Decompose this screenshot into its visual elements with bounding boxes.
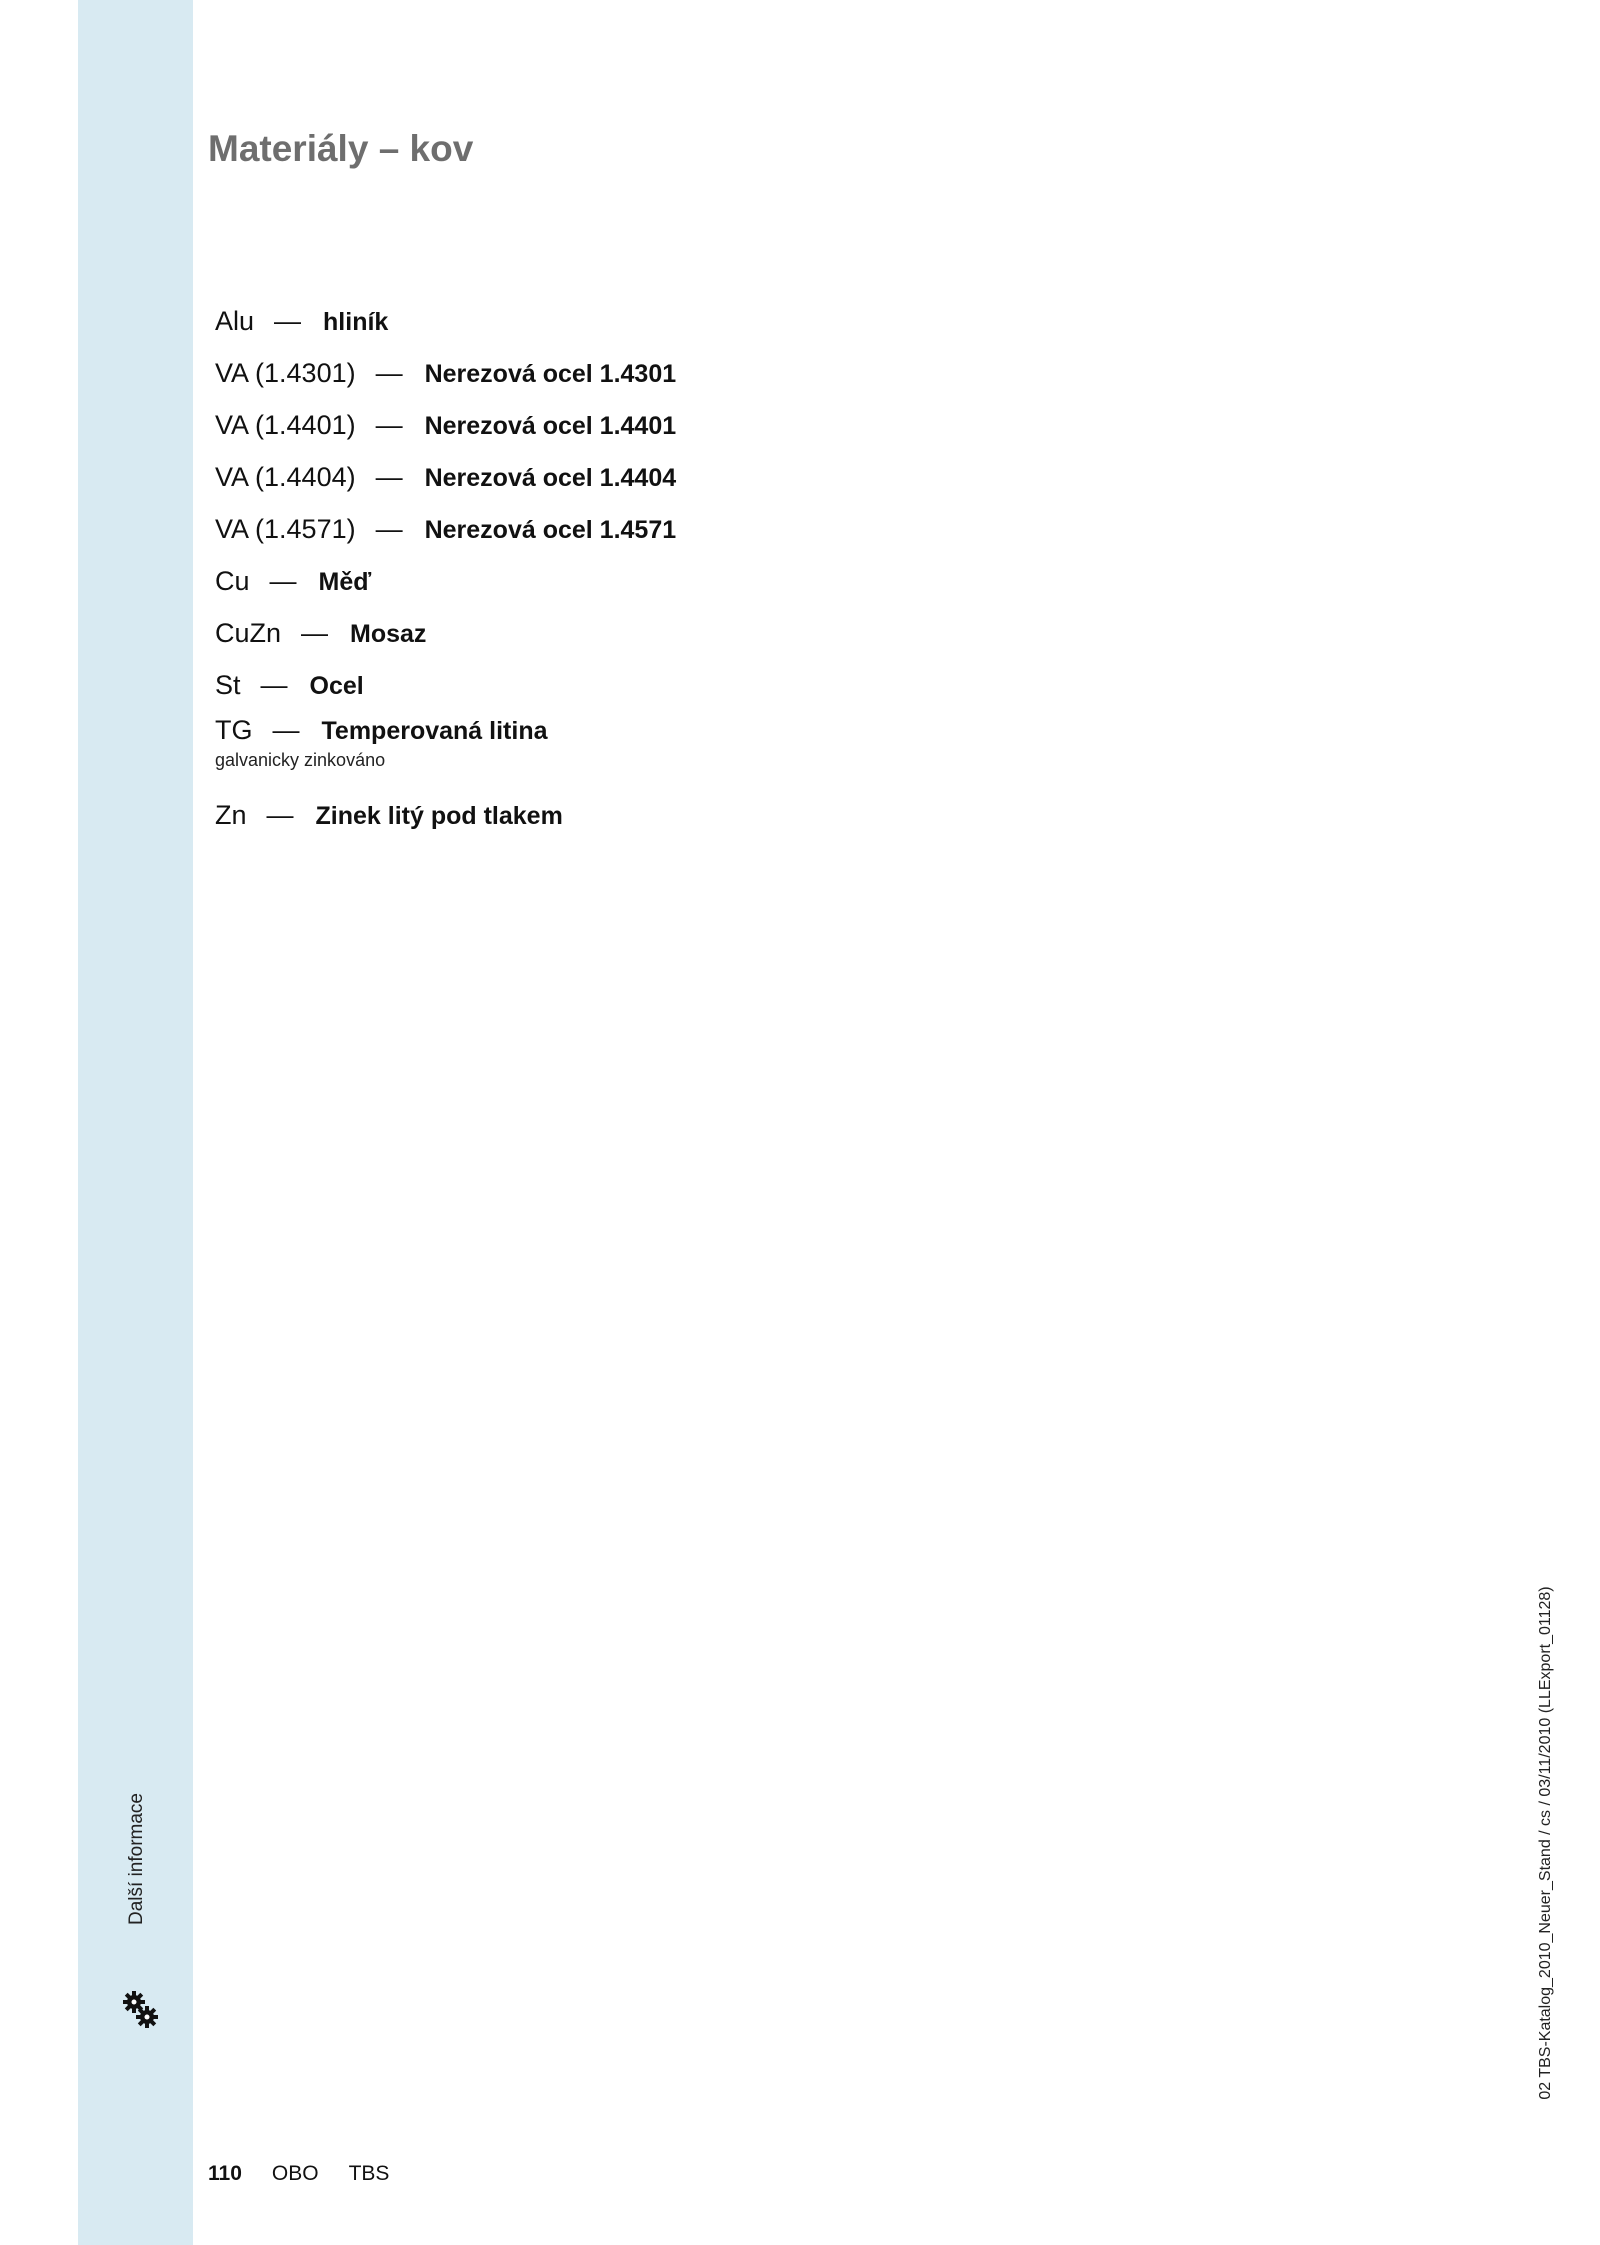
catalog-name: TBS	[348, 2162, 390, 2185]
material-description: Zinek litý pod tlakem	[315, 802, 563, 830]
dash-separator: —	[301, 618, 329, 648]
material-description: Mosaz	[350, 620, 427, 648]
page-title: Materiály – kov	[208, 128, 474, 169]
material-description: Měď	[318, 568, 372, 596]
material-row-cu	[215, 555, 1015, 607]
dash-separator: —	[266, 800, 294, 830]
material-row-cuzn	[215, 607, 1015, 659]
material-code: VA (1.4301)	[215, 358, 356, 388]
dash-separator: —	[269, 566, 297, 596]
material-code: CuZn	[215, 618, 282, 648]
page-footer	[208, 2162, 389, 2186]
dash-separator: —	[375, 462, 403, 492]
catalog-export-note: 02 TBS-Katalog_2010_Neuer_Stand / cs / 03/11/2010 (LLExport_01128)	[1537, 1586, 1554, 2100]
material-description: hliník	[323, 308, 389, 336]
material-row-va-4401	[215, 399, 1015, 451]
material-row-va-4301	[215, 347, 1015, 399]
dash-separator: —	[375, 358, 403, 388]
material-code: TG	[215, 715, 253, 745]
material-code: VA (1.4404)	[215, 462, 356, 492]
material-description: Nerezová ocel 1.4301	[424, 360, 677, 388]
material-code: Cu	[215, 566, 250, 596]
material-row-alu	[215, 295, 1015, 347]
material-description: Ocel	[309, 672, 364, 700]
material-row-tg	[215, 711, 1015, 749]
gears-icon	[122, 1990, 160, 2030]
dash-separator: —	[375, 410, 403, 440]
material-description: Temperovaná litina	[321, 717, 548, 745]
material-row-st	[215, 659, 1015, 711]
dash-separator: —	[375, 514, 403, 544]
material-code: VA (1.4571)	[215, 514, 356, 544]
material-code: Zn	[215, 800, 247, 830]
page-number: 110	[208, 2162, 242, 2185]
section-label: Další informace	[126, 1793, 147, 1925]
material-description: Nerezová ocel 1.4571	[424, 516, 677, 544]
material-description: Nerezová ocel 1.4404	[424, 464, 677, 492]
dash-separator: —	[274, 306, 302, 336]
dash-separator: —	[272, 715, 300, 745]
material-code: St	[215, 670, 241, 700]
brand-name: OBO	[271, 2162, 319, 2185]
material-code: VA (1.4401)	[215, 410, 356, 440]
dash-separator: —	[260, 670, 288, 700]
material-description: Nerezová ocel 1.4401	[424, 412, 677, 440]
material-note: galvanicky zinkováno	[215, 750, 386, 770]
materials-list	[215, 295, 1015, 841]
material-row-va-4571	[215, 503, 1015, 555]
material-code: Alu	[215, 306, 255, 336]
material-row-va-4404	[215, 451, 1015, 503]
material-row-zn	[215, 789, 1015, 841]
